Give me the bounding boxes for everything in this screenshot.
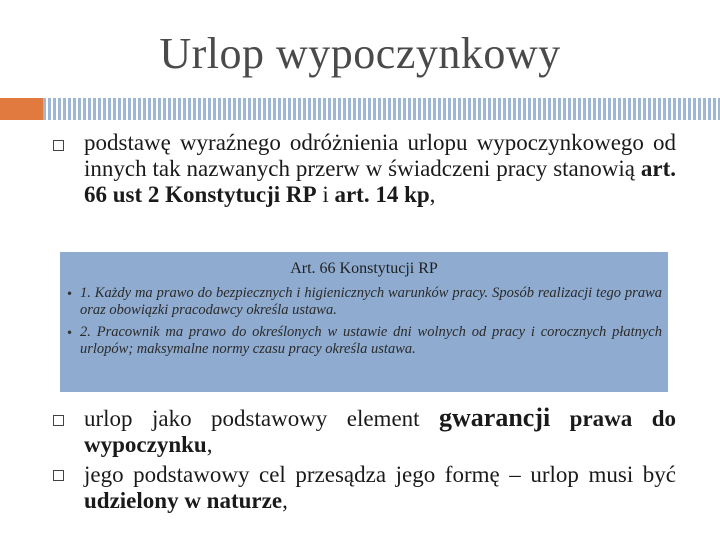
article-item-2: 2. Pracownik ma prawo do określonych w ustawie dni wolnych od pracy i corocznych płatnych urlopów; maksymalne normy czasu pracy określa ustawa. [80,324,662,357]
bullet-1-bold2: art. 14 kp [334,182,430,207]
bullet-item-3 [84,462,676,514]
article-box [60,252,668,392]
bullet-item-1 [84,130,676,208]
bullet-2-bold: prawa do wypoczynku [84,406,676,457]
bullet-1-mid: i [316,182,335,207]
article-item-1: 1. Każdy ma prawo do bezpiecznych i higienicznych warunków pracy. Sposób realizacji tego prawa oraz obowiązki pracodawcy określa ustawa. [80,285,662,318]
bullet-2-end: , [206,432,213,457]
square-bullet-icon [53,140,64,151]
bullet-1-end: , [429,182,436,207]
bullet-3-end: , [282,488,288,513]
bullet-1-text: podstawę wyraźnego odróżnienia urlopu wypoczynkowego od innych tak nazwanych przerw w świadczeni pracy stanowią [84,130,676,181]
square-bullet-icon [53,470,64,481]
bullet-3-text: jego podstawowy cel przesądza jego formę – urlop musi być [84,462,676,487]
bullet-item-2 [84,405,676,458]
slide-title: Urlop wypoczynkowy [159,29,561,78]
bullet-1-bold: art. 66 ust 2 Konstytucji RP [84,156,676,207]
article-box-title: Art. 66 Konstytucji RP [290,260,438,277]
bullet-2-bold-big: gwarancji [439,403,551,432]
bullet-3-bold: udzielony w naturze [84,488,283,513]
square-bullet-icon [53,415,64,426]
accent-bar-orange [0,98,43,120]
round-bullet-icon: • [66,326,74,340]
round-bullet-icon: • [66,287,74,301]
bullet-2-text: urlop jako podstawowy element [84,406,439,431]
accent-bar-blue [43,98,720,120]
